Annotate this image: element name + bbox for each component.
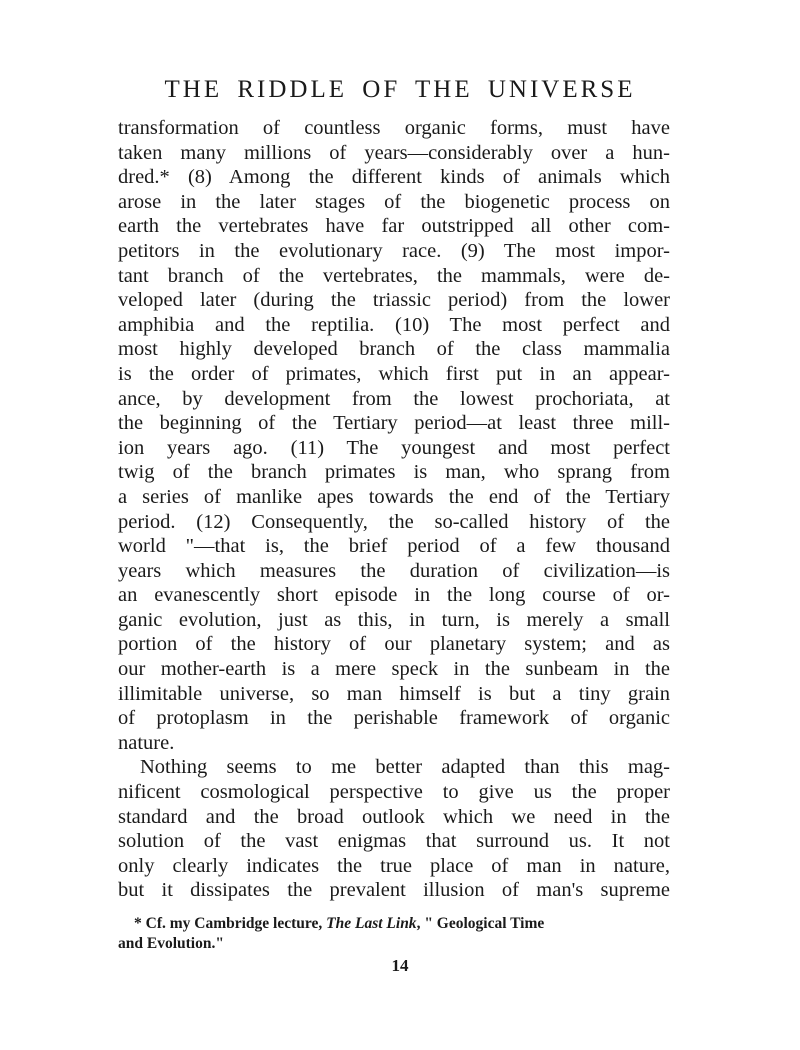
text-line: ance, by development from the lowest prochoriata, at [118, 387, 670, 410]
running-head: THE RIDDLE OF THE UNIVERSE [164, 76, 636, 103]
footnote-line [118, 914, 660, 934]
text-line: tant branch of the vertebrates, the mammals, were de- [118, 264, 670, 287]
footnote-line: and Evolution." [118, 935, 224, 952]
text-line: ion years ago. (11) The youngest and most perfect [118, 436, 670, 459]
text-line: taken many millions of years—considerably over a hun- [118, 141, 670, 164]
text-line: petitors in the evolutionary race. (9) The most impor- [118, 239, 670, 262]
text-line: but it dissipates the prevalent illusion of man's supreme [118, 879, 670, 902]
text-line: Nothing seems to me better adapted than this mag- [140, 756, 670, 779]
footnote-text: , " Geological Time [416, 915, 545, 932]
text-line: the beginning of the Tertiary period—at least three mill- [118, 412, 670, 435]
footnote [118, 914, 660, 954]
paragraph-2 [118, 755, 670, 903]
page-number: 14 [391, 956, 409, 975]
text-line: solution of the vast enigmas that surround us. It not [118, 830, 670, 853]
text-line: transformation of countless organic forms, must have [118, 117, 670, 139]
text-line: veloped later (during the triassic period) from the lower [118, 289, 670, 312]
text-line: nificent cosmological perspective to give us the proper [118, 781, 670, 804]
text-line: portion of the history of our planetary system; and as [118, 633, 670, 656]
text-line: period. (12) Consequently, the so-called history of the [118, 510, 670, 533]
text-line: nature. [118, 731, 175, 754]
text-line: ganic evolution, just as this, in turn, is merely a small [118, 608, 670, 631]
text-line: our mother-earth is a mere speck in the sunbeam in the [118, 658, 670, 681]
text-line: an evanescently short episode in the long course of or- [118, 584, 670, 607]
text-line: most highly developed branch of the class mammalia [118, 338, 670, 361]
text-line: a series of manlike apes towards the end of the Tertiary [118, 485, 670, 508]
text-line: standard and the broad outlook which we need in the [118, 805, 670, 828]
footnote-text: * Cf. my Cambridge lecture, [134, 915, 327, 932]
text-line: arose in the later stages of the biogenetic process on [118, 190, 670, 213]
text-line: earth the vertebrates have far outstripped all other com- [118, 215, 670, 238]
body-text [118, 116, 670, 903]
text-line: illimitable universe, so man himself is but a tiny grain [118, 682, 670, 705]
text-line: twig of the branch primates is man, who sprang from [118, 461, 670, 484]
text-line: years which measures the duration of civilization—is [118, 559, 670, 582]
text-line: world "—that is, the brief period of a few thousand [118, 535, 670, 558]
text-line: of protoplasm in the perishable framework of organic [118, 707, 670, 730]
text-line: amphibia and the reptilia. (10) The most perfect and [118, 313, 670, 336]
footnote-title: The Last Link [326, 915, 417, 932]
paragraph-1 [118, 116, 670, 755]
text-line: is the order of primates, which first put in an appear- [118, 362, 670, 385]
text-line: dred.* (8) Among the different kinds of animals which [118, 166, 670, 189]
text-line: only clearly indicates the true place of man in nature, [118, 854, 670, 877]
